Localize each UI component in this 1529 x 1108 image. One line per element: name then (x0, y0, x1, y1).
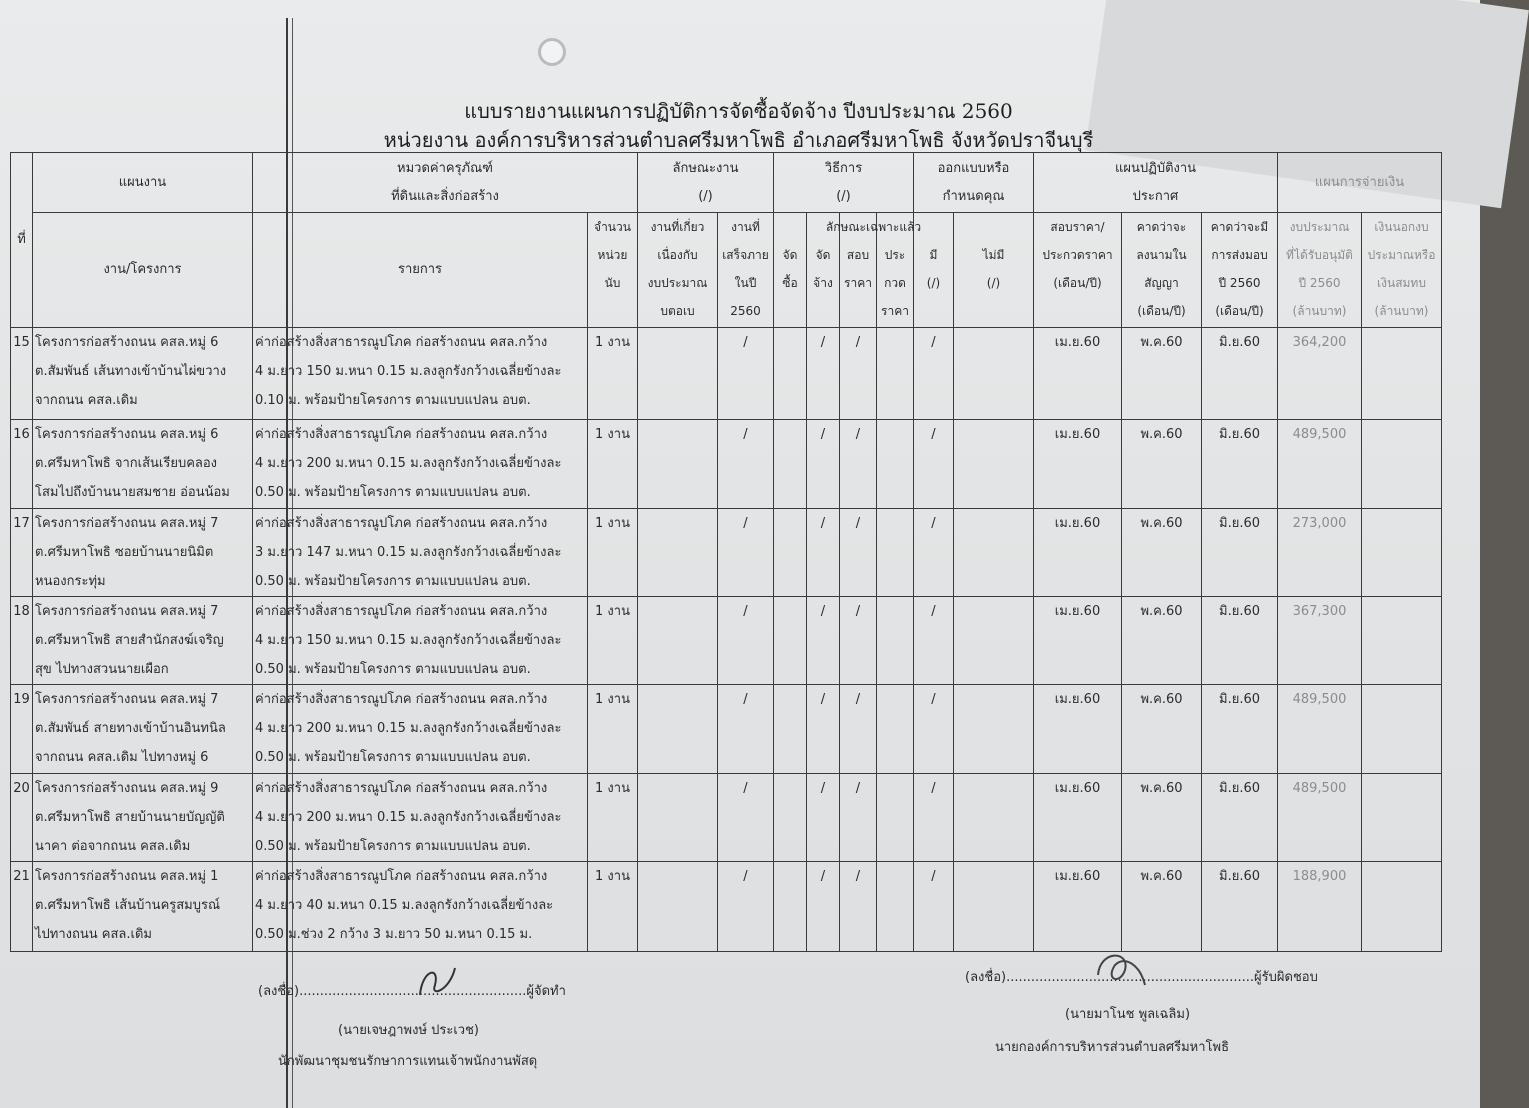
row-items (253, 597, 588, 685)
row-no: 17 (11, 509, 33, 597)
row-project-line: ต.ศรีมหาโพธิ เส้นบ้านครูสมบูรณ์ (35, 898, 221, 913)
row-sign: พ.ค.60 (1122, 685, 1202, 774)
row-no: 16 (11, 420, 33, 509)
row-items-line: ค่าก่อสร้างสิ่งสาธารณูปโภค ก่อสร้างถนน คสล.กว้าง (255, 692, 548, 707)
row-project-line: โครงการก่อสร้างถนน คสล.หมู่ 7 (35, 516, 219, 531)
row-items-line: 0.50 ม. พร้อมป้ายโครงการ ตามแบบแปลน อบต. (255, 750, 531, 765)
row-design-yes: / (914, 862, 954, 952)
row-items (253, 862, 588, 952)
row-project-line: ต.สัมพันธ์ สายทางเข้าบ้านอินทนิล (35, 721, 226, 736)
row-related (638, 420, 718, 509)
row-project-line: ไปทางถนน คสล.เดิม (35, 927, 152, 942)
row-price: / (840, 328, 877, 420)
header-method: วิธีการ (/) (774, 153, 914, 213)
header-category: หมวดค่าครุภัณฑ์ ที่ดินและสิ่งก่อสร้าง (253, 153, 638, 213)
table-row (11, 862, 1442, 952)
header-no: ที่ (11, 153, 33, 328)
row-design-yes: / (914, 685, 954, 774)
row-sign: พ.ค.60 (1122, 774, 1202, 862)
row-items-line: 4 ม.ยาว 150 ม.หนา 0.15 ม.ลงลูกรังกว้างเฉลี่ยข้างละ (255, 633, 562, 648)
row-project-line: ต.ศรีมหาโพธิ ซอยบ้านนายนิมิต (35, 545, 214, 560)
row-project (33, 420, 253, 509)
row-hire: / (807, 862, 840, 952)
row-finish: / (718, 420, 774, 509)
row-items-line: ค่าก่อสร้างสิ่งสาธารณูปโภค ก่อสร้างถนน คสล.กว้าง (255, 335, 548, 350)
row-hire: / (807, 509, 840, 597)
row-design-yes: / (914, 420, 954, 509)
row-project-line: โครงการก่อสร้างถนน คสล.หมู่ 7 (35, 692, 219, 707)
row-qty: 1 งาน (588, 597, 638, 685)
table-row (11, 774, 1442, 862)
table-row (11, 685, 1442, 774)
row-announce: เม.ย.60 (1034, 420, 1122, 509)
row-items-line: 0.50 ม. พร้อมป้ายโครงการ ตามแบบแปลน อบต. (255, 574, 531, 589)
row-related (638, 862, 718, 952)
row-no: 21 (11, 862, 33, 952)
row-project-line: นาคา ต่อจากถนน คสล.เดิม (35, 839, 191, 854)
row-price: / (840, 420, 877, 509)
row-finish: / (718, 509, 774, 597)
row-hire: / (807, 420, 840, 509)
table-row (11, 328, 1442, 420)
row-items-line: ค่าก่อสร้างสิ่งสาธารณูปโภค ก่อสร้างถนน คสล.กว้าง (255, 781, 548, 796)
row-deliver: มิ.ย.60 (1202, 328, 1278, 420)
row-design-no (954, 509, 1034, 597)
header-finish: งานที่ เสร็จภาย ในปี 2560 (718, 213, 774, 328)
header-payment: แผนการจ่ายเงิน (1278, 153, 1442, 213)
row-announce: เม.ย.60 (1034, 685, 1122, 774)
row-finish: / (718, 328, 774, 420)
row-items-line: 0.50 ม. พร้อมป้ายโครงการ ตามแบบแปลน อบต. (255, 662, 531, 677)
row-budget: 489,500 (1278, 685, 1362, 774)
responsible-title: นายกองค์การบริหารส่วนตำบลศรีมหาโพธิ (995, 1040, 1230, 1055)
row-price: / (840, 597, 877, 685)
row-qty: 1 งาน (588, 509, 638, 597)
row-announce: เม.ย.60 (1034, 774, 1122, 862)
row-project-line: จากถนน คสล.เดิม ไปทางหมู่ 6 (35, 750, 209, 765)
header-no-design: ไม่มี (/) (954, 213, 1034, 328)
row-design-yes: / (914, 597, 954, 685)
row-hire: / (807, 328, 840, 420)
row-buy (774, 420, 807, 509)
row-items (253, 509, 588, 597)
row-project-line: โสมไปถึงบ้านนายสมชาย อ่อนน้อม (35, 485, 230, 500)
row-items-line: 0.10 ม. พร้อมป้ายโครงการ ตามแบบแปลน อบต. (255, 393, 531, 408)
row-extra (1362, 420, 1442, 509)
header-bid: ประ กวด ราคา (877, 213, 914, 328)
row-items-line: ค่าก่อสร้างสิ่งสาธารณูปโภค ก่อสร้างถนน คสล.กว้าง (255, 516, 548, 531)
row-bid (877, 862, 914, 952)
row-deliver: มิ.ย.60 (1202, 774, 1278, 862)
row-sign: พ.ค.60 (1122, 509, 1202, 597)
row-extra (1362, 509, 1442, 597)
row-price: / (840, 509, 877, 597)
row-project (33, 509, 253, 597)
row-items-line: 4 ม.ยาว 200 ม.หนา 0.15 ม.ลงลูกรังกว้างเฉลี่ยข้างละ (255, 810, 562, 825)
row-design-no (954, 328, 1034, 420)
row-buy (774, 328, 807, 420)
responsible-name: (นายมาโนช พูลเฉลิม) (1065, 1007, 1191, 1022)
row-design-no (954, 862, 1034, 952)
punch-hole (538, 38, 566, 66)
row-related (638, 328, 718, 420)
preparer-signature-scribble (410, 960, 460, 1000)
procurement-plan-table (10, 152, 1442, 952)
row-budget: 367,300 (1278, 597, 1362, 685)
row-announce: เม.ย.60 (1034, 328, 1122, 420)
row-no: 15 (11, 328, 33, 420)
row-project-line: ต.ศรีมหาโพธิ สายบ้านนายบัญญัติ (35, 810, 225, 825)
row-price: / (840, 862, 877, 952)
row-announce: เม.ย.60 (1034, 862, 1122, 952)
header-sign-contract: คาดว่าจะ ลงนามใน สัญญา (เดือน/ปี) (1122, 213, 1202, 328)
row-items-line: 4 ม.ยาว 200 ม.หนา 0.15 ม.ลงลูกรังกว้างเฉลี่ยข้างละ (255, 456, 562, 471)
row-project (33, 685, 253, 774)
row-deliver: มิ.ย.60 (1202, 509, 1278, 597)
row-project (33, 597, 253, 685)
header-budget: งบประมาณ ที่ได้รับอนุมัติ ปี 2560 (ล้านบาท) (1278, 213, 1362, 328)
table-row (11, 597, 1442, 685)
header-items: รายการ (253, 213, 588, 328)
row-items-line: 3 ม.ยาว 147 ม.หนา 0.15 ม.ลงลูกรังกว้างเฉลี่ยข้างละ (255, 545, 562, 560)
row-extra (1362, 597, 1442, 685)
row-items-line: ค่าก่อสร้างสิ่งสาธารณูปโภค ก่อสร้างถนน คสล.กว้าง (255, 604, 548, 619)
header-nature: ลักษณะงาน (/) (638, 153, 774, 213)
header-price: สอบ ราคา (840, 213, 877, 328)
row-design-yes: / (914, 509, 954, 597)
row-budget: 489,500 (1278, 774, 1362, 862)
preparer-title: นักพัฒนาชุมชนรักษาการแทนเจ้าพนักงานพัสดุ (278, 1054, 538, 1069)
row-items (253, 420, 588, 509)
header-hire: จัด จ้าง (807, 213, 840, 328)
row-deliver: มิ.ย.60 (1202, 597, 1278, 685)
row-announce: เม.ย.60 (1034, 509, 1122, 597)
row-related (638, 509, 718, 597)
table-row (11, 509, 1442, 597)
row-items-line: 0.50 ม. พร้อมป้ายโครงการ ตามแบบแปลน อบต. (255, 839, 531, 854)
row-deliver: มิ.ย.60 (1202, 420, 1278, 509)
row-design-no (954, 685, 1034, 774)
row-bid (877, 420, 914, 509)
row-items-line: 4 ม.ยาว 40 ม.หนา 0.15 ม.ลงลูกรังกว้างเฉลี่ยข้างละ (255, 898, 554, 913)
row-qty: 1 งาน (588, 685, 638, 774)
row-items (253, 328, 588, 420)
row-deliver: มิ.ย.60 (1202, 862, 1278, 952)
row-finish: / (718, 685, 774, 774)
row-related (638, 685, 718, 774)
row-project-line: โครงการก่อสร้างถนน คสล.หมู่ 1 (35, 869, 219, 884)
header-buy: จัด ซื้อ (774, 213, 807, 328)
row-hire: / (807, 597, 840, 685)
header-yes: ลักษณะเฉพาะแล้ว มี (/) (914, 213, 954, 328)
row-budget: 188,900 (1278, 862, 1362, 952)
preparer-sign-line: (ลงชื่อ).......................................................ผู้จัดทำ (258, 984, 566, 999)
row-qty: 1 งาน (588, 328, 638, 420)
row-buy (774, 509, 807, 597)
row-items-line: 0.50 ม. พร้อมป้ายโครงการ ตามแบบแปลน อบต. (255, 485, 531, 500)
row-bid (877, 774, 914, 862)
row-sign: พ.ค.60 (1122, 328, 1202, 420)
row-extra (1362, 685, 1442, 774)
row-project-line: โครงการก่อสร้างถนน คสล.หมู่ 9 (35, 781, 219, 796)
header-plan: แผนงาน (33, 153, 253, 213)
header-deliver: คาดว่าจะมี การส่งมอบ ปี 2560 (เดือน/ปี) (1202, 213, 1278, 328)
row-price: / (840, 685, 877, 774)
responsible-sign-line: (ลงชื่อ)............................................................ผู้รับผิดชอบ (965, 970, 1318, 985)
row-items-line: ค่าก่อสร้างสิ่งสาธารณูปโภค ก่อสร้างถนน คสล.กว้าง (255, 427, 548, 442)
row-hire: / (807, 685, 840, 774)
row-budget: 489,500 (1278, 420, 1362, 509)
row-no: 18 (11, 597, 33, 685)
row-items-line: 4 ม.ยาว 200 ม.หนา 0.15 ม.ลงลูกรังกว้างเฉลี่ยข้างละ (255, 721, 562, 736)
responsible-signature-scribble (1090, 945, 1150, 990)
row-hire: / (807, 774, 840, 862)
row-project-line: จากถนน คสล.เดิม (35, 393, 138, 408)
row-sign: พ.ค.60 (1122, 420, 1202, 509)
row-design-yes: / (914, 774, 954, 862)
header-related: งานที่เกี่ยว เนื่องกับ งบประมาณ บตอเบ (638, 213, 718, 328)
row-related (638, 597, 718, 685)
row-extra (1362, 862, 1442, 952)
row-bid (877, 685, 914, 774)
row-bid (877, 328, 914, 420)
row-bid (877, 509, 914, 597)
agency-title: หน่วยงาน องค์การบริหารส่วนตำบลศรีมหาโพธิ อำเภอศรีมหาโพธิ จังหวัดปราจีนบุรี (383, 128, 1094, 152)
row-project-line: โครงการก่อสร้างถนน คสล.หมู่ 6 (35, 335, 219, 350)
row-design-no (954, 774, 1034, 862)
signature-responsible (965, 966, 1365, 1057)
row-buy (774, 774, 807, 862)
header-schedule: แผนปฏิบัติงาน ประกาศ (1034, 153, 1278, 213)
table-row (11, 420, 1442, 509)
row-deliver: มิ.ย.60 (1202, 685, 1278, 774)
row-budget: 273,000 (1278, 509, 1362, 597)
row-extra (1362, 774, 1442, 862)
row-design-yes: / (914, 328, 954, 420)
preparer-name: (นายเจษฎาพงษ์ ประเวช) (338, 1023, 480, 1038)
row-bid (877, 597, 914, 685)
row-finish: / (718, 774, 774, 862)
row-project-line: โครงการก่อสร้างถนน คสล.หมู่ 7 (35, 604, 219, 619)
row-announce: เม.ย.60 (1034, 597, 1122, 685)
row-no: 20 (11, 774, 33, 862)
row-related (638, 774, 718, 862)
row-no: 19 (11, 685, 33, 774)
row-buy (774, 685, 807, 774)
row-project-line: ต.ศรีมหาโพธิ สายสำนักสงฆ์เจริญ (35, 633, 224, 648)
row-design-no (954, 420, 1034, 509)
row-finish: / (718, 862, 774, 952)
row-project-line: ต.ศรีมหาโพธิ จากเส้นเรียบคลอง (35, 456, 218, 471)
row-qty: 1 งาน (588, 420, 638, 509)
row-items-line: 0.50 ม.ช่วง 2 กว้าง 3 ม.ยาว 50 ม.หนา 0.15 ม. (255, 927, 533, 942)
row-sign: พ.ค.60 (1122, 862, 1202, 952)
row-budget: 364,200 (1278, 328, 1362, 420)
header-project: งาน/โครงการ (33, 213, 253, 328)
row-qty: 1 งาน (588, 862, 638, 952)
header-design: ออกแบบหรือ กำหนดคุณ (914, 153, 1034, 213)
header-extra: เงินนอกงบ ประมาณหรือ เงินสมทบ (ล้านบาท) (1362, 213, 1442, 328)
row-items-line: 4 ม.ยาว 150 ม.หนา 0.15 ม.ลงลูกรังกว้างเฉลี่ยข้างละ (255, 364, 562, 379)
row-project-line: สุข ไปทางสวนนายเผือก (35, 662, 169, 677)
row-project-line: หนองกระทุ่ม (35, 574, 106, 589)
row-project (33, 328, 253, 420)
row-buy (774, 597, 807, 685)
row-project (33, 862, 253, 952)
row-design-no (954, 597, 1034, 685)
row-finish: / (718, 597, 774, 685)
row-qty: 1 งาน (588, 774, 638, 862)
row-items (253, 774, 588, 862)
row-buy (774, 862, 807, 952)
row-project (33, 774, 253, 862)
row-items (253, 685, 588, 774)
header-qty: จำนวน หน่วย นับ (588, 213, 638, 328)
row-extra (1362, 328, 1442, 420)
row-price: / (840, 774, 877, 862)
row-project-line: ต.สัมพันธ์ เส้นทางเข้าบ้านไผ่ขวาง (35, 364, 227, 379)
report-title: แบบรายงานแผนการปฏิบัติการจัดซื้อจัดจ้าง ปีงบประมาณ 2560 (464, 99, 1013, 123)
row-project-line: โครงการก่อสร้างถนน คสล.หมู่ 6 (35, 427, 219, 442)
header-announce: สอบราคา/ ประกวดราคา (เดือน/ปี) (1034, 213, 1122, 328)
row-sign: พ.ค.60 (1122, 597, 1202, 685)
row-items-line: ค่าก่อสร้างสิ่งสาธารณูปโภค ก่อสร้างถนน คสล.กว้าง (255, 869, 548, 884)
